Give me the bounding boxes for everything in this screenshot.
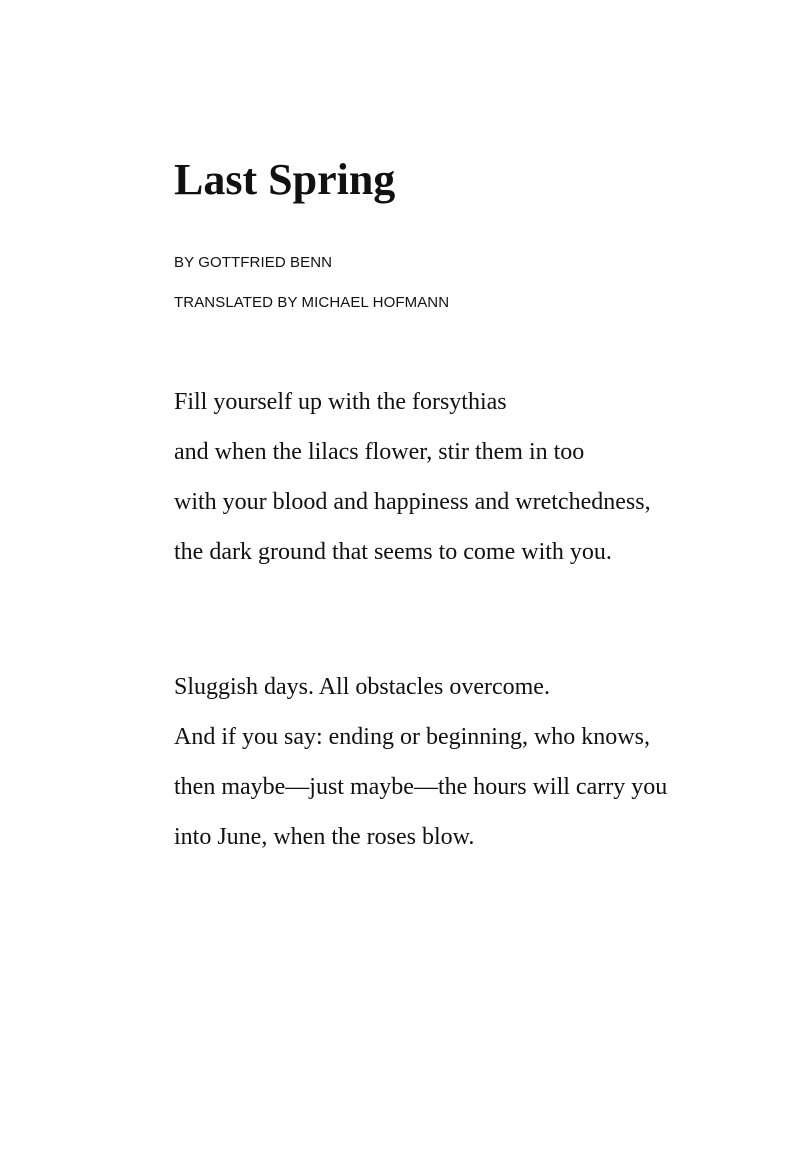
poem-line: with your blood and happiness and wretchedness,: [174, 489, 651, 515]
stanza-2: [174, 673, 694, 873]
poem-line: then maybe—just maybe—the hours will carry you: [174, 774, 668, 800]
stanza-1: [174, 388, 694, 588]
poem-line: the dark ground that seems to come with you.: [174, 539, 612, 565]
poem-line: into June, when the roses blow.: [174, 824, 475, 850]
poem-title: Last Spring: [174, 155, 396, 204]
poem-line: and when the lilacs flower, stir them in too: [174, 439, 585, 465]
poem-line: And if you say: ending or beginning, who knows,: [174, 724, 650, 750]
translator-byline: TRANSLATED BY MICHAEL HOFMANN: [174, 294, 450, 311]
poem-line: Fill yourself up with the forsythias: [174, 389, 507, 415]
poem-line: Sluggish days. All obstacles overcome.: [174, 674, 550, 700]
author-byline: BY GOTTFRIED BENN: [174, 254, 333, 271]
